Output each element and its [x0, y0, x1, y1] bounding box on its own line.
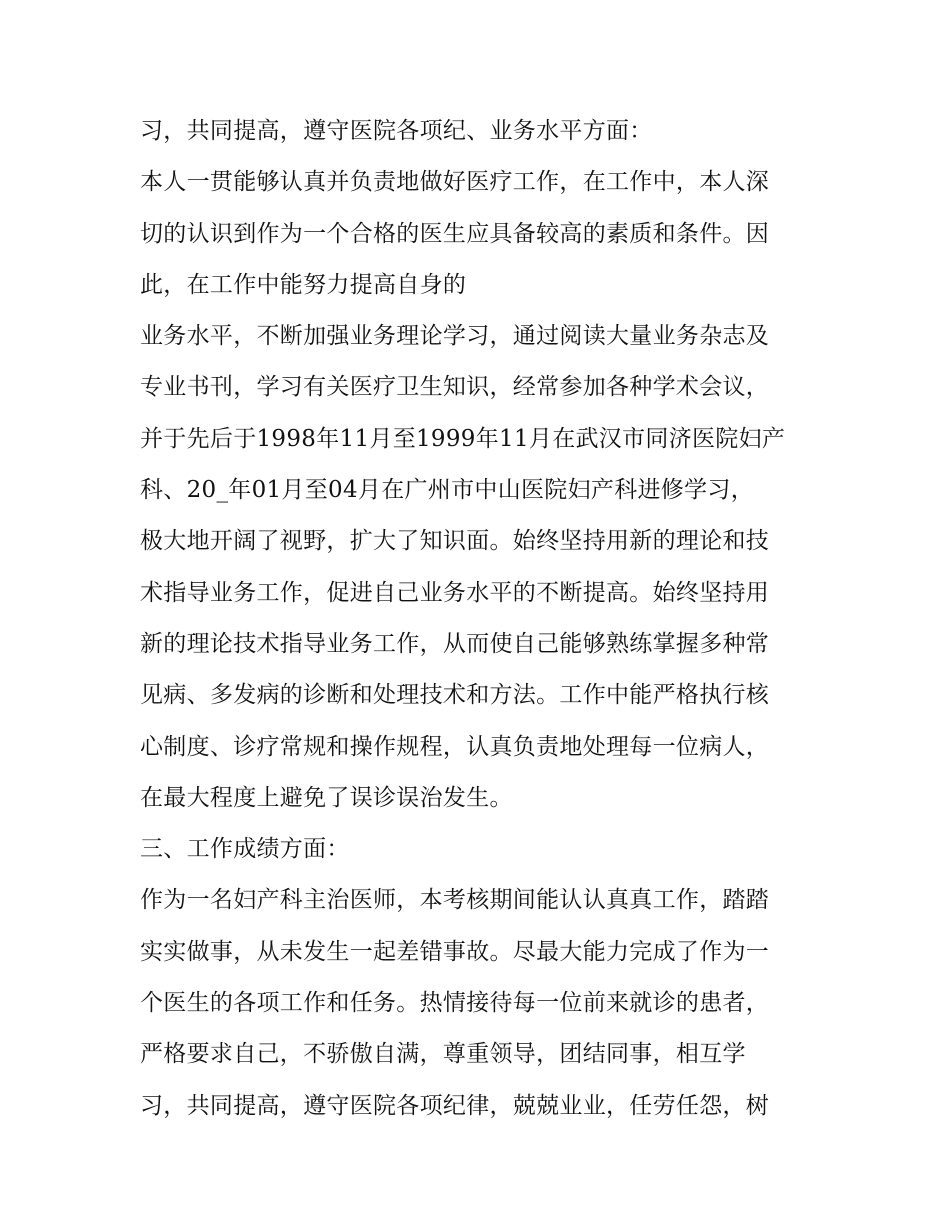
text-line-5: 业务水平，不断加强业务理论学习，通过阅读大量业务杂志及 — [140, 323, 770, 350]
body-text — [140, 106, 830, 1132]
text-line-17: 实实做事，从未发生一起差错事故。尽最大能力完成了作为一 — [140, 938, 770, 965]
text-line-16: 作为一名妇产科主治医师，本考核期间能认认真真工作，踏踏 — [140, 887, 770, 914]
text-line-12: 见病、多发病的诊断和处理技术和方法。工作中能严格执行核 — [140, 682, 770, 709]
text-line-8: 科、20_年01月至04月在广州市中山医院妇产科进修学习， — [140, 477, 754, 504]
text-line-19: 严格要求自己，不骄傲自满，尊重领导，团结同事，相互学 — [140, 1041, 746, 1068]
section-heading: 三、工作成绩方面： — [140, 836, 350, 863]
text-line-7: 并于先后于1998年11月至1999年11月在武汉市同济医院妇产 — [140, 425, 786, 452]
text-line-2: 本人一贯能够认真并负责地做好医疗工作，在工作中，本人深 — [140, 169, 770, 196]
text-line-10: 术指导业务工作，促进自己业务水平的不断提高。始终坚持用 — [140, 579, 770, 606]
text-line-20: 习，共同提高，遵守医院各项纪律，兢兢业业，任劳任怨，树 — [140, 1092, 770, 1119]
text-line-3: 切的认识到作为一个合格的医生应具备较高的素质和条件。因 — [140, 220, 770, 247]
text-line-11: 新的理论技术指导业务工作，从而使自己能够熟练掌握多种常 — [140, 630, 770, 657]
text-line-14: 在最大程度上避免了误诊误治发生。 — [140, 784, 513, 811]
text-line-13: 心制度、诊疗常规和操作规程，认真负责地处理每一位病人， — [140, 733, 770, 760]
text-line-18: 个医生的各项工作和任务。热情接待每一位前来就诊的患者， — [140, 990, 770, 1017]
text-line-6: 专业书刊，学习有关医疗卫生知识，经常参加各种学术会议， — [140, 374, 770, 401]
text-line-9: 极大地开阔了视野，扩大了知识面。始终坚持用新的理论和技 — [140, 528, 770, 555]
text-line-4: 此，在工作中能努力提高自身的 — [140, 271, 467, 298]
text-line-1: 习，共同提高，遵守医院各项纪、业务水平方面： — [140, 118, 653, 144]
